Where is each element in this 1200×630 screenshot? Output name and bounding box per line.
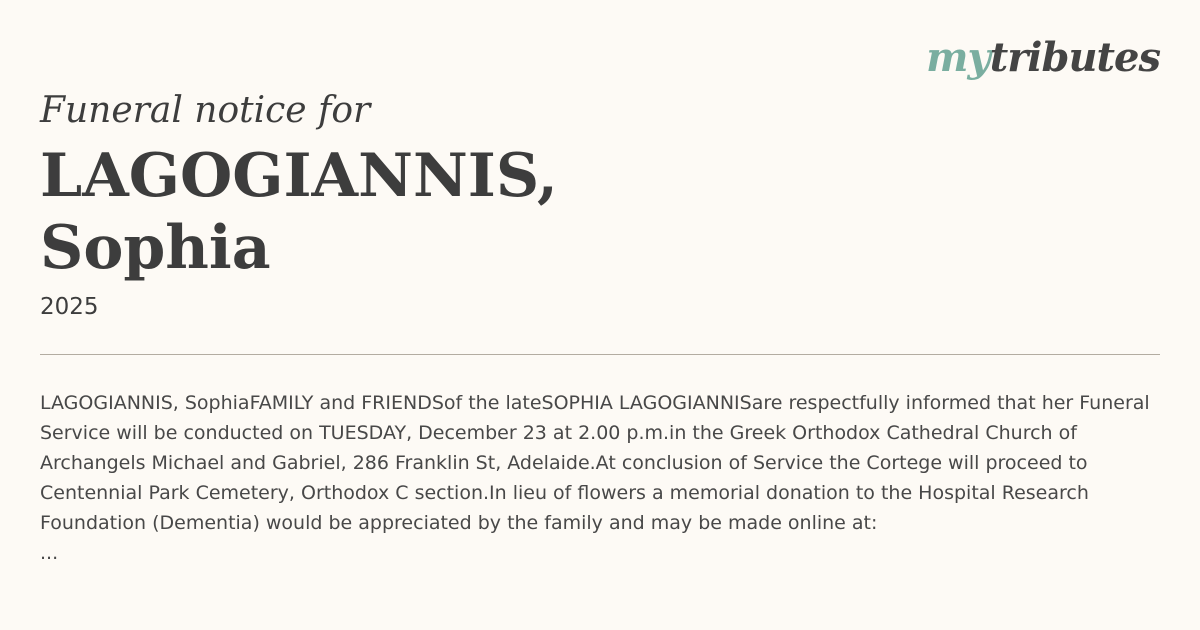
logo-tributes-text: tributes xyxy=(989,34,1160,81)
truncation-ellipsis: ... xyxy=(40,542,59,564)
given-name: Sophia xyxy=(40,213,271,283)
notice-subtitle: Funeral notice for xyxy=(40,90,371,131)
divider xyxy=(40,354,1160,355)
mytributes-logo[interactable] xyxy=(926,32,1160,84)
deceased-name xyxy=(40,140,740,284)
logo-my-text: my xyxy=(926,34,990,81)
notice-body-text: LAGOGIANNIS, SophiaFAMILY and FRIENDSof the lateSOPHIA LAGOGIANNISare respectfully informed that her Funeral Service will be conducted on TUESDAY, December 23 at 2.00 p.m.in the Greek Orthodox Cathedral Church of Archangels Michael and Gabriel, 286 Franklin St, Adelaide.At conclusion of Service the Cortege will proceed to Centennial Park Cemetery, Orthodox C section.In lieu of flowers a memorial donation to the Hospital Research Foundation (Dementia) would be appreciated by the family and may be made online at: xyxy=(40,392,1150,534)
notice-year: 2025 xyxy=(40,294,99,320)
surname: LAGOGIANNIS, xyxy=(40,141,558,211)
